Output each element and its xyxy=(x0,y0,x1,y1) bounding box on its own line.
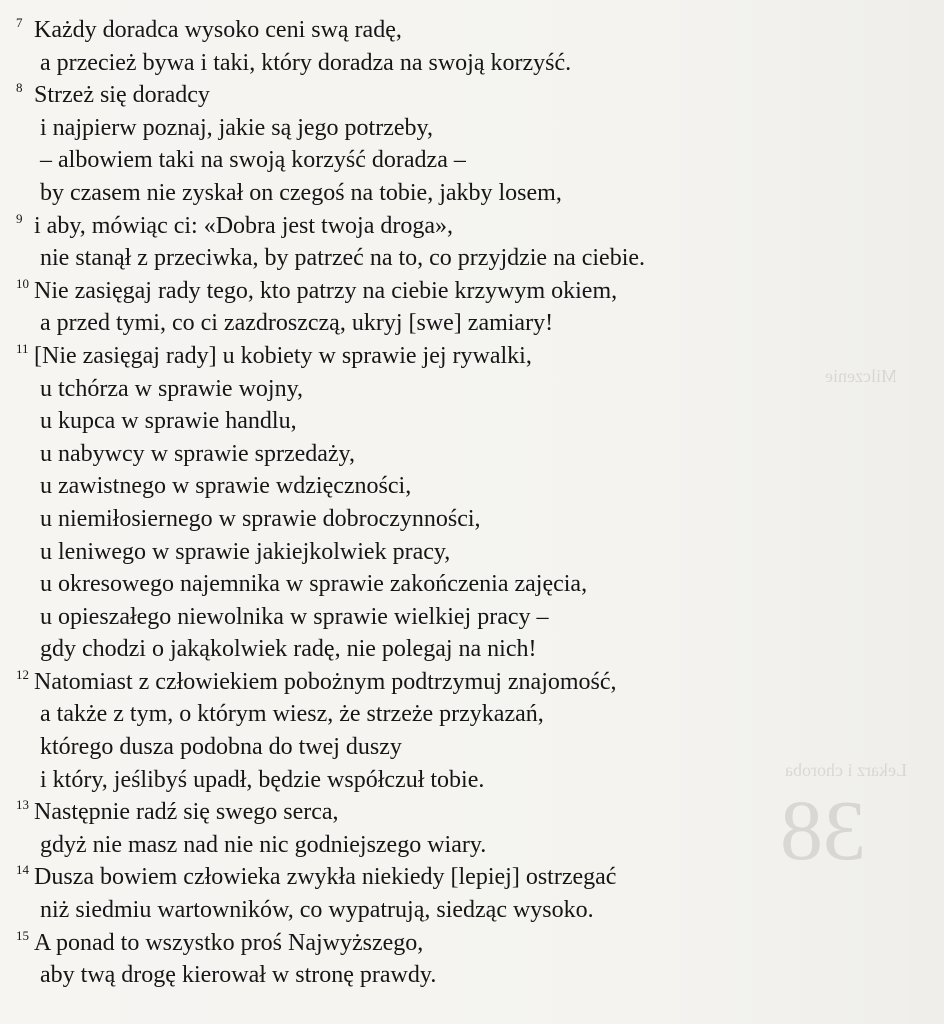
verse-number: 10 xyxy=(16,275,29,291)
verse-number: 7 xyxy=(16,15,23,30)
verse-line xyxy=(14,764,934,797)
verse-line xyxy=(14,601,934,634)
verse-text: a przed tymi, co ci zazdroszczą, ukryj [swe] zamiary! xyxy=(40,310,554,337)
verse-line xyxy=(14,112,934,145)
verse-line xyxy=(14,666,934,699)
verse-number: 13 xyxy=(16,797,29,813)
verse-text: u nabywcy w sprawie sprzedaży, xyxy=(40,440,355,467)
verse-line xyxy=(14,861,934,894)
verse-line xyxy=(14,927,934,960)
verse-line xyxy=(14,307,934,340)
verse-8 xyxy=(14,79,934,209)
verse-line xyxy=(14,536,934,569)
scripture-text xyxy=(14,14,934,992)
verse-number: 15 xyxy=(16,927,29,943)
verse-7 xyxy=(14,14,934,79)
verse-line xyxy=(14,242,934,275)
verse-line xyxy=(14,79,934,112)
verse-text: by czasem nie zyskał on czegoś na tobie, jakby losem, xyxy=(40,179,562,206)
verse-number: 8 xyxy=(16,80,23,96)
verse-line xyxy=(14,894,934,927)
verse-text: [Nie zasięgaj rady] u kobiety w sprawie jej rywalki, xyxy=(34,342,532,369)
verse-line xyxy=(14,796,934,829)
verse-text: niż siedmiu wartowników, co wypatrują, siedząc wysoko. xyxy=(40,897,594,924)
verse-line xyxy=(14,373,934,406)
verse-line xyxy=(14,275,934,308)
verse-number: 14 xyxy=(16,862,29,878)
verse-text: Każdy doradca wysoko ceni swą radę, xyxy=(34,17,402,43)
verse-text: A ponad to wszystko proś Najwyższego, xyxy=(34,929,424,956)
verse-text: u leniwego w sprawie jakiejkolwiek pracy, xyxy=(40,538,451,565)
verse-line xyxy=(14,829,934,862)
verse-text: a przecież bywa i taki, który doradza na swoją korzyść. xyxy=(40,49,572,76)
verse-line xyxy=(14,470,934,503)
verse-11 xyxy=(14,340,934,666)
verse-text: u tchórza w sprawie wojny, xyxy=(40,375,304,402)
verse-text: u niemiłosiernego w sprawie dobroczynności, xyxy=(40,505,481,532)
bleed-chapter-number: 38 xyxy=(780,782,866,878)
verse-line xyxy=(14,340,934,373)
verse-line xyxy=(14,210,934,243)
verse-15 xyxy=(14,927,934,992)
bleed-heading-3: Lekarz i choroba xyxy=(785,760,907,780)
verse-number: 11 xyxy=(16,340,29,356)
verse-line xyxy=(14,438,934,471)
verse-line xyxy=(14,405,934,438)
verse-text: nie stanął z przeciwka, by patrzeć na to, co przyjdzie na ciebie. xyxy=(40,245,646,272)
verse-text: gdyż nie masz nad nie nic godniejszego wiary. xyxy=(40,831,487,858)
verse-14 xyxy=(14,861,934,926)
verse-13 xyxy=(14,796,934,861)
verse-text: u opieszałego niewolnika w sprawie wielkiej pracy – xyxy=(40,603,549,630)
verse-line xyxy=(14,177,934,210)
verse-line xyxy=(14,698,934,731)
verse-text: którego dusza podobna do twej duszy xyxy=(40,734,402,761)
verse-text: gdy chodzi o jakąkolwiek radę, nie polegaj na nich! xyxy=(40,636,537,663)
verse-text: u okresowego najemnika w sprawie zakończenia zajęcia, xyxy=(40,571,588,598)
verse-line xyxy=(14,959,934,992)
verse-text: u kupca w sprawie handlu, xyxy=(40,408,297,435)
verse-text: Następnie radź się swego serca, xyxy=(34,799,339,826)
verse-line xyxy=(14,633,934,666)
verse-text: Natomiast z człowiekiem pobożnym podtrzymuj znajomość, xyxy=(34,668,617,695)
verse-text: Dusza bowiem człowieka zwykła niekiedy [lepiej] ostrzegać xyxy=(34,864,617,891)
bleed-heading-1: Milczenie xyxy=(825,366,897,386)
verse-text: a także z tym, o którym wiesz, że strzeże przykazań, xyxy=(40,701,544,728)
verse-text: i najpierw poznaj, jakie są jego potrzeby, xyxy=(40,114,433,141)
verse-9 xyxy=(14,210,934,275)
verse-number: 12 xyxy=(16,666,29,682)
verse-line xyxy=(14,731,934,764)
verse-text: Nie zasięgaj rady tego, kto patrzy na ciebie krzywym okiem, xyxy=(34,277,618,304)
verse-line xyxy=(14,144,934,177)
verse-text: aby twą drogę kierował w stronę prawdy. xyxy=(40,962,437,989)
verse-number: 9 xyxy=(16,210,23,226)
verse-text: u zawistnego w sprawie wdzięczności, xyxy=(40,473,412,500)
verse-text: i który, jeślibyś upadł, będzie współczuł tobie. xyxy=(40,766,485,793)
verse-text: Strzeż się doradcy xyxy=(34,82,210,109)
verse-line xyxy=(14,47,934,80)
verse-text: – albowiem taki na swoją korzyść doradza – xyxy=(40,147,466,174)
verse-line xyxy=(14,568,934,601)
verse-line xyxy=(14,503,934,536)
verse-12 xyxy=(14,666,934,796)
verse-10 xyxy=(14,275,934,340)
verse-line xyxy=(14,14,934,47)
verse-text: i aby, mówiąc ci: «Dobra jest twoja droga», xyxy=(34,212,453,239)
